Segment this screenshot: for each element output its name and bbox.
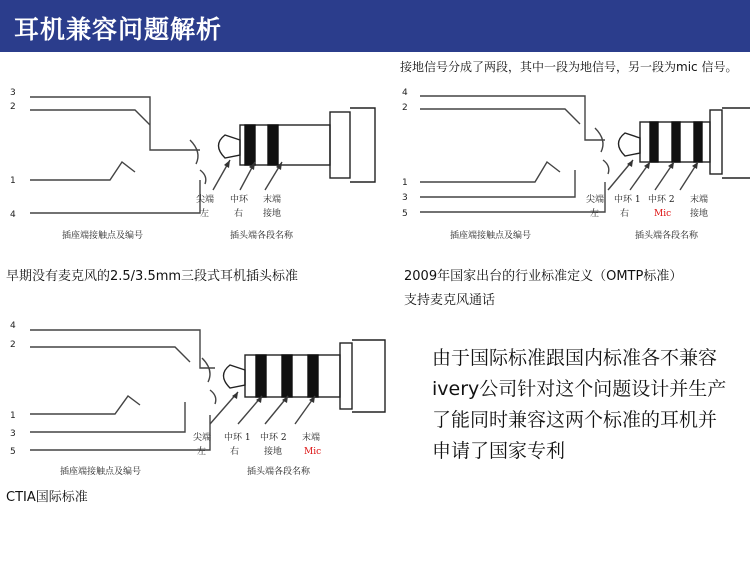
d3-plug-caption: 插头端各段名称: [247, 467, 311, 477]
d2-pin-1: 2: [402, 103, 408, 113]
d1-pin-0: 3: [10, 88, 16, 98]
d1-pin-1: 2: [10, 102, 16, 112]
diagram3-caption: CTIA国际标准: [6, 490, 88, 505]
ground-signal-note: 接地信号分成了两段，其中一段为地信号，另一段为mic 信号。: [400, 60, 738, 74]
d3-seg-sleeve: 末端: [302, 433, 321, 443]
d2-seg-ring2: 中环 2: [648, 195, 675, 205]
description-line-4: 申请了国家专利: [432, 440, 566, 462]
d1-seg-ring-sub: 右: [234, 209, 244, 219]
d2-pin-2: 1: [402, 178, 408, 188]
d3-seg-ring2-sub: 接地: [264, 447, 283, 457]
d2-seg-ring1-sub: 右: [620, 209, 630, 219]
description-line-1: 由于国际标准跟国内标准各不兼容: [432, 347, 718, 369]
d3-seg-tip: 尖端: [193, 433, 212, 443]
d3-seg-ring1: 中环 1: [224, 433, 251, 443]
d3-pin-2: 1: [10, 411, 16, 421]
d1-plug-caption: 插头端各段名称: [230, 231, 294, 241]
d2-pin-3: 3: [402, 193, 408, 203]
diagram2-caption-line2: 支持麦克风通话: [404, 293, 496, 308]
diagram1-caption: 早期没有麦克风的2.5/3.5mm三段式耳机插头标准: [6, 269, 299, 284]
d1-seg-sleeve: 末端: [263, 195, 282, 205]
d3-seg-sleeve-sub: Mic: [304, 447, 322, 457]
description-line-2: ivery公司针对这个问题设计并生产: [432, 378, 727, 400]
diagram2-texts: [402, 88, 708, 241]
d3-seg-ring1-sub: 右: [230, 447, 240, 457]
d1-socket-caption: 插座端接触点及编号: [62, 231, 144, 241]
d2-seg-sleeve: 末端: [690, 195, 709, 205]
d3-seg-tip-sub: 左: [197, 447, 207, 457]
d3-pin-4: 5: [10, 447, 16, 457]
d2-seg-ring1: 中环 1: [614, 195, 641, 205]
diagram3-texts: [10, 321, 321, 477]
description-line-3: 了能同时兼容这两个标准的耳机并: [432, 409, 718, 431]
d3-pin-1: 2: [10, 340, 16, 350]
d2-seg-tip: 尖端: [586, 195, 605, 205]
d2-seg-ring2-sub: Mic: [654, 209, 672, 219]
d2-seg-sleeve-sub: 接地: [690, 209, 709, 219]
d2-plug-caption: 插头端各段名称: [635, 231, 699, 241]
d1-seg-tip-sub: 左: [200, 209, 210, 219]
d2-seg-tip-sub: 左: [590, 209, 600, 219]
d2-pin-0: 4: [402, 88, 408, 98]
d3-socket-caption: 插座端接触点及编号: [60, 467, 142, 477]
d2-pin-4: 5: [402, 209, 408, 219]
d3-seg-ring2: 中环 2: [260, 433, 287, 443]
d3-pin-0: 4: [10, 321, 16, 331]
d1-pin-3: 4: [10, 210, 16, 220]
d3-pin-3: 3: [10, 429, 16, 439]
d2-socket-caption: 插座端接触点及编号: [450, 231, 532, 241]
d1-seg-sleeve-sub: 接地: [263, 209, 282, 219]
d1-pin-2: 1: [10, 176, 16, 186]
d1-seg-ring: 中环: [230, 195, 249, 205]
page-title: 耳机兼容问题解析: [14, 15, 223, 44]
diagram-ctia: [30, 330, 385, 450]
d1-seg-tip: 尖端: [196, 195, 215, 205]
diagram2-caption-line1: 2009年国家出台的行业标准定义（OMTP标准）: [404, 269, 683, 284]
